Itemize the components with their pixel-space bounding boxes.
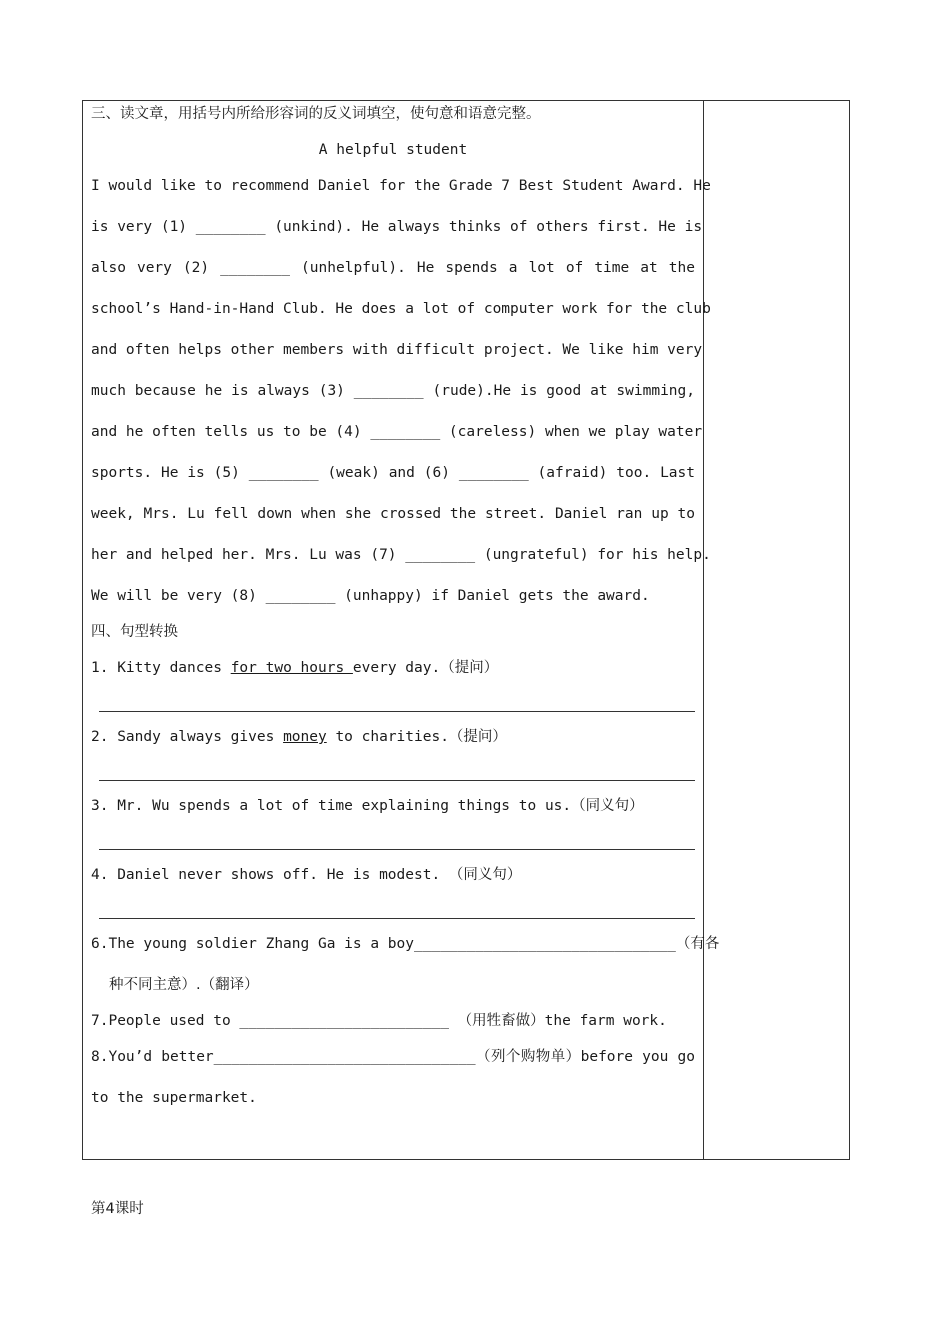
question-1-underlined: for two hours	[230, 660, 353, 676]
answer-line-2[interactable]	[99, 780, 695, 781]
passage-line: and often helps other members with difficult project. We like him very	[91, 342, 703, 358]
question-1-text: 1. Kitty dances	[91, 660, 231, 676]
passage-line: much because he is always (3) ________ (rude).He is good at swimming,	[91, 383, 695, 399]
question-8-line2: to the supermarket.	[91, 1090, 257, 1106]
lesson-footer: 第4课时	[91, 1201, 144, 1217]
question-2-instruction: to charities.（提问）	[326, 729, 507, 745]
passage-line: her and helped her. Mrs. Lu was (7) ________ (ungrateful) for his help.	[91, 547, 711, 563]
section4-heading: 四、句型转换	[91, 624, 178, 640]
passage-line: We will be very (8) ________ (unhappy) if Daniel gets the award.	[91, 588, 650, 604]
question-3: 3. Mr. Wu spends a lot of time explaining things to us.（同义句）	[91, 798, 644, 814]
passage-line: and he often tells us to be (4) ________ (careless) when we play water	[91, 424, 703, 440]
question-2	[91, 727, 695, 747]
question-7: 7.People used to ________________________ （用牲畜做）the farm work.	[91, 1013, 667, 1029]
passage-title: A helpful student	[318, 142, 468, 158]
answer-line-1[interactable]	[99, 711, 695, 712]
passage-line: I would like to recommend Daniel for the Grade 7 Best Student Award. He	[91, 178, 711, 194]
question-1	[91, 658, 695, 678]
question-8-line1: 8.You’d better______________________________（列个购物单）before you go	[91, 1049, 695, 1065]
question-4: 4. Daniel never shows off. He is modest. （同义句）	[91, 867, 522, 883]
question-6-line1: 6.The young soldier Zhang Ga is a boy______________________________（有各	[91, 936, 720, 952]
exercise-table	[82, 100, 850, 1160]
passage-line: sports. He is (5) ________ (weak) and (6) ________ (afraid) too. Last	[91, 465, 695, 481]
answer-line-3[interactable]	[99, 849, 695, 850]
question-6-line2: 种不同主意）.（翻译）	[109, 977, 259, 993]
table-column-divider	[703, 101, 704, 1159]
question-1-instruction: every day.（提问）	[352, 660, 499, 676]
question-2-underlined: money	[283, 729, 327, 745]
passage-line: school’s Hand-in-Hand Club. He does a lot of computer work for the club	[91, 301, 711, 317]
passage-line: also very (2) ________ (unhelpful). He spends a lot of time at the	[91, 260, 695, 276]
question-2-text: 2. Sandy always gives	[91, 729, 284, 745]
answer-line-4[interactable]	[99, 918, 695, 919]
passage-line: is very (1) ________ (unkind). He always thinks of others first. He is	[91, 219, 703, 235]
section3-heading: 三、读文章，用括号内所给形容词的反义词填空，使句意和语意完整。	[91, 106, 541, 122]
passage-line: week, Mrs. Lu fell down when she crossed the street. Daniel ran up to	[91, 506, 695, 522]
